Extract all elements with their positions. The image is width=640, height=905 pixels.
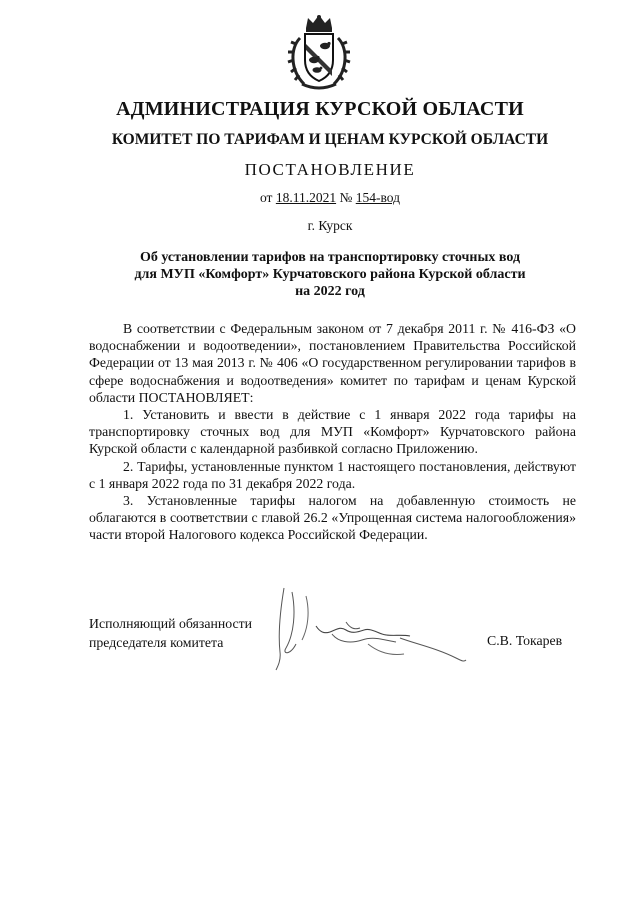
signatory-name: С.В. Токарев: [487, 633, 563, 648]
handwritten-signature-icon: [250, 582, 480, 682]
number-prefix: №: [339, 190, 353, 205]
document-body: [89, 320, 576, 544]
document-city: г. Курск: [307, 218, 353, 233]
position-line-1: Исполняющий обязанности: [89, 616, 252, 631]
item-1-paragraph: 1. Установить и ввести в действие с 1 января 2022 года тарифы на транспортировку сточных вод для МУП «Комфорт» Курчатовского района Курской области с календарной разбивкой согласно Приложению.: [89, 407, 576, 457]
committee-title: КОМИТЕТ ПО ТАРИФАМ И ЦЕНАМ КУРСКОЙ ОБЛАСТИ: [111, 131, 549, 148]
item-3-paragraph: 3. Установленные тарифы налогом на добавленную стоимость не облагаются в соответствии с главой 26.2 «Упрощенная система налогообложения» части второй Налогового кодекса Российской Федерации.: [89, 493, 576, 543]
document-date: 18.11.2021: [275, 190, 337, 205]
administration-title: АДМИНИСТРАЦИЯ КУРСКОЙ ОБЛАСТИ: [116, 98, 524, 120]
signatory-position: [89, 614, 252, 652]
document-type: ПОСТАНОВЛЕНИЕ: [244, 160, 416, 179]
document-date-number: [0, 190, 640, 206]
document-subject: [0, 249, 640, 300]
preamble-paragraph: В соответствии с Федеральным законом от 7 декабря 2011 г. № 416-ФЗ «О водоснабжении и водоотведении», постановлением Правительства Российской Федерации от 13 мая 2013 г. № 406 «О государственном регулировании тарифов в сфере водоснабжения и водоотведения» комитет по тарифам и ценам Курской области ПОСТАНОВЛЯЕТ:: [89, 321, 576, 405]
kursk-coat-of-arms-icon: [286, 14, 352, 92]
item-2-paragraph: 2. Тарифы, установленные пунктом 1 настоящего постановления, действуют с 1 января 2022 года по 31 декабря 2022 года.: [89, 458, 576, 491]
subject-line-3: на 2022 год: [295, 284, 365, 299]
subject-line-1: Об установлении тарифов на транспортировку сточных вод: [139, 250, 521, 265]
document-number: 154-вод: [355, 190, 400, 205]
subject-line-2: для МУП «Комфорт» Курчатовского района Курской области: [134, 267, 526, 282]
date-prefix: от: [259, 190, 273, 205]
position-line-2: председателя комитета: [89, 635, 224, 650]
